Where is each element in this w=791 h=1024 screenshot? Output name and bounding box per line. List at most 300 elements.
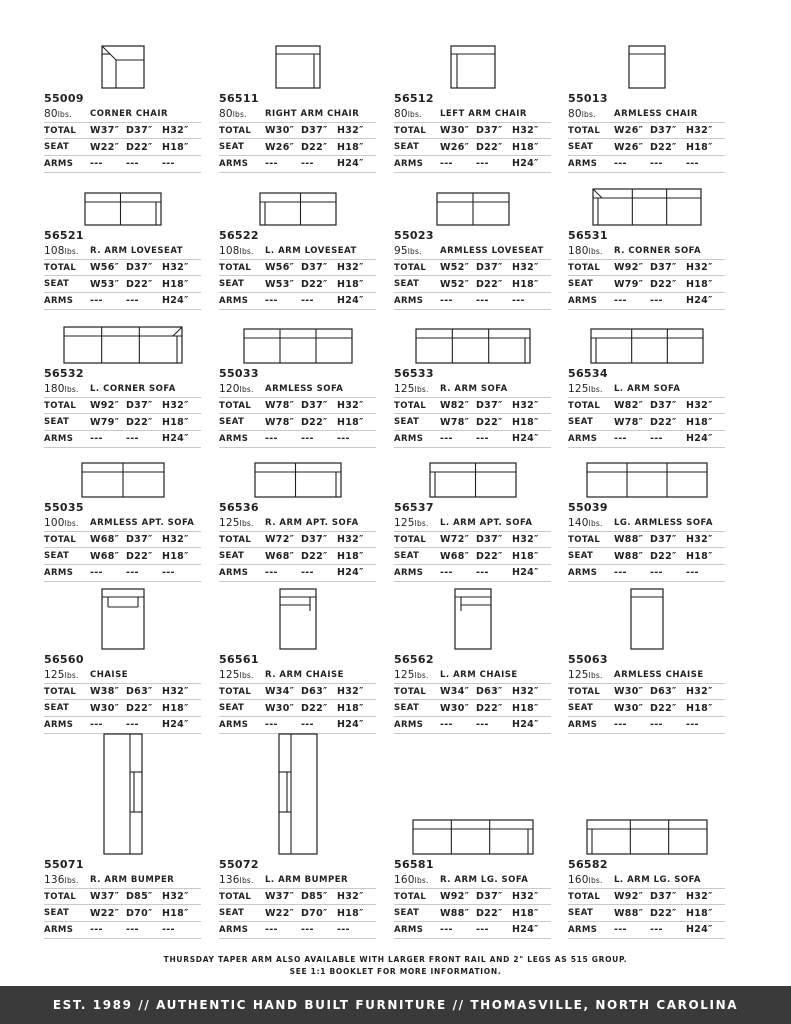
arms-row <box>219 565 376 582</box>
seat-value: D22″ <box>650 141 677 153</box>
product-name: L. ARM LG. SOFA <box>614 874 701 885</box>
weight-unit: lbs. <box>414 875 429 885</box>
seat-label: SEAT <box>44 417 70 428</box>
sku-number: 56537 <box>394 501 434 514</box>
seat-value: W26″ <box>265 141 295 153</box>
total-value: W92″ <box>614 891 644 903</box>
seat-value: W22″ <box>90 907 120 919</box>
spec-table <box>568 667 725 734</box>
total-value: H32″ <box>512 534 539 546</box>
seat-label: SEAT <box>394 551 420 562</box>
weight-value: 108 <box>44 244 65 257</box>
arms-label: ARMS <box>394 295 424 306</box>
sku-number: 55033 <box>219 367 259 380</box>
spec-header-row <box>44 106 201 123</box>
sku-number: 56561 <box>219 653 259 666</box>
total-row <box>568 260 725 277</box>
weight-unit: lbs. <box>239 518 254 528</box>
weight-unit: lbs. <box>588 246 603 256</box>
seat-value: H18″ <box>162 278 189 290</box>
arms-value: --- <box>162 924 175 936</box>
seat-row <box>219 548 376 565</box>
weight-value: 100 <box>44 516 65 529</box>
total-value: H32″ <box>686 686 713 698</box>
total-value: D37″ <box>650 891 677 903</box>
arms-row <box>219 431 376 448</box>
total-row <box>44 684 201 701</box>
weight-value: 125 <box>568 668 589 681</box>
spec-header-row <box>44 515 201 532</box>
seat-row <box>219 276 376 293</box>
weight <box>394 108 440 120</box>
sku-number: 55072 <box>219 858 259 871</box>
seat-value: H18″ <box>686 416 713 428</box>
total-value: D37″ <box>476 891 503 903</box>
arms-label: ARMS <box>394 567 424 578</box>
total-label: TOTAL <box>394 400 427 411</box>
total-value: H32″ <box>512 891 539 903</box>
total-row <box>219 398 376 415</box>
arms-value: --- <box>614 158 627 170</box>
seat-value: H18″ <box>686 278 713 290</box>
total-row <box>394 398 551 415</box>
total-value: H32″ <box>337 534 364 546</box>
seat-label: SEAT <box>219 703 245 714</box>
total-label: TOTAL <box>568 891 601 902</box>
spec-table <box>44 381 201 448</box>
seat-value: W52″ <box>440 278 470 290</box>
product-name: ARMLESS CHAISE <box>614 669 704 680</box>
seat-row <box>44 276 201 293</box>
weight <box>394 383 440 395</box>
product-name: RIGHT ARM CHAIR <box>265 108 360 119</box>
sofa-diagram-56581 <box>411 818 535 856</box>
seat-label: SEAT <box>568 703 594 714</box>
arms-row <box>394 431 551 448</box>
seat-row <box>394 414 551 431</box>
arms-value: --- <box>265 924 278 936</box>
total-value: H32″ <box>337 262 364 274</box>
spec-header-row <box>394 106 551 123</box>
spec-table <box>568 106 725 173</box>
arms-value: --- <box>650 567 663 579</box>
arms-value: --- <box>337 924 350 936</box>
product-name: R. ARM LOVESEAT <box>90 245 184 256</box>
total-value: D37″ <box>301 262 328 274</box>
sku-number: 55009 <box>44 92 84 105</box>
arms-value: H24″ <box>162 295 189 307</box>
total-value: W82″ <box>614 400 644 412</box>
seat-label: SEAT <box>394 142 420 153</box>
total-label: TOTAL <box>219 262 252 273</box>
total-label: TOTAL <box>394 262 427 273</box>
total-value: D37″ <box>650 125 677 137</box>
arms-value: H24″ <box>162 433 189 445</box>
seat-value: H18″ <box>162 702 189 714</box>
total-value: W82″ <box>440 400 470 412</box>
weight <box>44 874 90 886</box>
seat-value: H18″ <box>337 550 364 562</box>
arms-label: ARMS <box>44 719 74 730</box>
total-value: H32″ <box>686 891 713 903</box>
seat-label: SEAT <box>568 908 594 919</box>
sku-number: 56533 <box>394 367 434 380</box>
arms-value: --- <box>650 924 663 936</box>
sku-number: 56534 <box>568 367 608 380</box>
seat-row <box>568 276 725 293</box>
product-name: L. ARM CHAISE <box>440 669 518 680</box>
total-value: D85″ <box>301 891 328 903</box>
arms-row <box>44 156 201 173</box>
sofa-diagram-56512 <box>449 44 497 90</box>
sku-number: 56532 <box>44 367 84 380</box>
arms-value: --- <box>90 158 103 170</box>
arms-value: --- <box>440 158 453 170</box>
weight-value: 160 <box>568 873 589 886</box>
product-name: L. CORNER SOFA <box>90 383 176 394</box>
weight-value: 136 <box>44 873 65 886</box>
seat-label: SEAT <box>394 279 420 290</box>
total-label: TOTAL <box>394 534 427 545</box>
seat-label: SEAT <box>568 417 594 428</box>
weight-unit: lbs. <box>588 518 603 528</box>
seat-row <box>568 139 725 156</box>
seat-value: H18″ <box>686 550 713 562</box>
weight <box>568 874 614 886</box>
weight-unit: lbs. <box>239 246 254 256</box>
spec-header-row <box>568 243 725 260</box>
seat-row <box>219 700 376 717</box>
product-name: ARMLESS SOFA <box>265 383 344 394</box>
weight <box>219 517 265 529</box>
seat-row <box>568 905 725 922</box>
total-row <box>219 889 376 906</box>
arms-value: --- <box>476 433 489 445</box>
seat-value: W68″ <box>90 550 120 562</box>
weight <box>568 108 614 120</box>
total-label: TOTAL <box>219 534 252 545</box>
total-value: D37″ <box>476 125 503 137</box>
spec-table <box>568 872 725 939</box>
total-value: H32″ <box>162 686 189 698</box>
seat-label: SEAT <box>219 142 245 153</box>
total-value: W30″ <box>265 125 295 137</box>
total-label: TOTAL <box>44 400 77 411</box>
total-value: D37″ <box>476 262 503 274</box>
arms-value: --- <box>614 295 627 307</box>
product-name: CHAISE <box>90 669 129 680</box>
arms-label: ARMS <box>219 158 249 169</box>
weight-value: 140 <box>568 516 589 529</box>
weight <box>568 517 614 529</box>
weight <box>44 517 90 529</box>
total-label: TOTAL <box>44 534 77 545</box>
seat-row <box>394 905 551 922</box>
arms-value: --- <box>440 924 453 936</box>
spec-header-row <box>394 872 551 889</box>
total-value: D37″ <box>650 400 677 412</box>
spec-table <box>568 243 725 310</box>
seat-label: SEAT <box>568 279 594 290</box>
spec-header-row <box>394 515 551 532</box>
seat-value: D22″ <box>650 278 677 290</box>
total-value: H32″ <box>686 125 713 137</box>
product-name: R. ARM SOFA <box>440 383 508 394</box>
seat-value: W26″ <box>440 141 470 153</box>
arms-value: --- <box>301 924 314 936</box>
total-value: W26″ <box>614 125 644 137</box>
total-value: H32″ <box>512 686 539 698</box>
sofa-diagram-55039 <box>585 461 709 499</box>
spec-table <box>219 872 376 939</box>
product-name: R. ARM LG. SOFA <box>440 874 529 885</box>
total-value: W37″ <box>90 125 120 137</box>
seat-label: SEAT <box>44 908 70 919</box>
sku-number: 56581 <box>394 858 434 871</box>
weight <box>44 669 90 681</box>
arms-row <box>394 156 551 173</box>
sofa-diagram-55023 <box>435 191 511 227</box>
arms-value: H24″ <box>686 295 713 307</box>
spec-table <box>219 381 376 448</box>
total-row <box>44 260 201 277</box>
seat-label: SEAT <box>44 279 70 290</box>
seat-label: SEAT <box>394 417 420 428</box>
spec-header-row <box>394 243 551 260</box>
arms-value: --- <box>301 295 314 307</box>
sku-number: 56531 <box>568 229 608 242</box>
weight <box>219 874 265 886</box>
weight-value: 108 <box>219 244 240 257</box>
arms-row <box>394 565 551 582</box>
sku-number: 55013 <box>568 92 608 105</box>
arms-value: H24″ <box>686 924 713 936</box>
weight-value: 95 <box>394 244 408 257</box>
arms-row <box>394 293 551 310</box>
sofa-diagram-56522 <box>258 191 338 227</box>
arms-value: H24″ <box>512 924 539 936</box>
sofa-diagram-55035 <box>80 461 166 499</box>
weight-unit: lbs. <box>57 109 72 119</box>
total-row <box>219 123 376 140</box>
weight-unit: lbs. <box>64 384 79 394</box>
arms-value: H24″ <box>512 719 539 731</box>
sofa-diagram-56531 <box>591 187 703 227</box>
seat-row <box>219 905 376 922</box>
seat-value: D22″ <box>126 278 153 290</box>
sofa-diagram-55072 <box>277 732 319 856</box>
seat-label: SEAT <box>44 142 70 153</box>
total-value: D37″ <box>126 400 153 412</box>
spec-header-row <box>568 515 725 532</box>
seat-value: D22″ <box>476 907 503 919</box>
arms-value: --- <box>686 719 699 731</box>
sofa-diagram-55071 <box>102 732 144 856</box>
seat-label: SEAT <box>568 142 594 153</box>
arms-value: --- <box>162 158 175 170</box>
sofa-diagram-56537 <box>428 461 518 499</box>
total-value: W72″ <box>265 534 295 546</box>
total-value: W78″ <box>265 400 295 412</box>
product-name: R. ARM APT. SOFA <box>265 517 359 528</box>
seat-value: D22″ <box>126 141 153 153</box>
arms-value: --- <box>650 295 663 307</box>
total-label: TOTAL <box>219 400 252 411</box>
arms-value: --- <box>265 567 278 579</box>
arms-label: ARMS <box>44 295 74 306</box>
seat-value: D22″ <box>301 702 328 714</box>
product-name: LEFT ARM CHAIR <box>440 108 527 119</box>
spec-table <box>219 515 376 582</box>
total-value: H32″ <box>337 686 364 698</box>
sku-number: 55035 <box>44 501 84 514</box>
weight <box>219 245 265 257</box>
total-value: W56″ <box>90 262 120 274</box>
spec-table <box>568 381 725 448</box>
spec-header-row <box>219 872 376 889</box>
weight-unit: lbs. <box>407 246 422 256</box>
seat-value: H18″ <box>512 907 539 919</box>
weight <box>219 108 265 120</box>
weight <box>568 669 614 681</box>
total-label: TOTAL <box>44 125 77 136</box>
arms-value: --- <box>265 719 278 731</box>
spec-table <box>394 243 551 310</box>
spec-table <box>44 515 201 582</box>
seat-value: D22″ <box>476 141 503 153</box>
arms-value: --- <box>126 924 139 936</box>
sku-number: 56562 <box>394 653 434 666</box>
seat-value: D22″ <box>650 550 677 562</box>
total-label: TOTAL <box>568 262 601 273</box>
total-label: TOTAL <box>394 125 427 136</box>
sku-number: 56521 <box>44 229 84 242</box>
total-row <box>44 889 201 906</box>
arms-row <box>219 922 376 939</box>
sofa-diagram-56534 <box>589 327 705 365</box>
spec-table <box>44 106 201 173</box>
total-row <box>219 532 376 549</box>
spec-header-row <box>568 106 725 123</box>
footnote-line-2: SEE 1:1 BOOKLET FOR MORE INFORMATION. <box>289 967 502 976</box>
total-row <box>219 684 376 701</box>
seat-value: H18″ <box>337 907 364 919</box>
weight-unit: lbs. <box>407 109 422 119</box>
total-row <box>44 123 201 140</box>
sku-number: 55023 <box>394 229 434 242</box>
arms-value: --- <box>90 295 103 307</box>
arms-value: --- <box>476 158 489 170</box>
arms-row <box>394 717 551 734</box>
seat-value: H18″ <box>162 141 189 153</box>
seat-label: SEAT <box>219 908 245 919</box>
seat-value: W53″ <box>90 278 120 290</box>
seat-label: SEAT <box>219 551 245 562</box>
sofa-diagram-56561 <box>278 587 318 651</box>
sofa-diagram-55013 <box>627 44 667 90</box>
weight-value: 125 <box>568 382 589 395</box>
weight-value: 80 <box>44 107 58 120</box>
seat-row <box>394 700 551 717</box>
arms-label: ARMS <box>394 158 424 169</box>
arms-value: --- <box>614 433 627 445</box>
total-value: H32″ <box>162 400 189 412</box>
seat-value: D22″ <box>301 550 328 562</box>
sofa-diagram-56521 <box>83 191 163 227</box>
total-row <box>394 260 551 277</box>
seat-label: SEAT <box>219 279 245 290</box>
total-label: TOTAL <box>568 125 601 136</box>
weight-value: 80 <box>568 107 582 120</box>
arms-value: H24″ <box>512 567 539 579</box>
total-label: TOTAL <box>44 891 77 902</box>
spec-header-row <box>219 515 376 532</box>
weight-value: 180 <box>44 382 65 395</box>
seat-value: D22″ <box>126 702 153 714</box>
total-value: D37″ <box>476 534 503 546</box>
arms-value: --- <box>301 567 314 579</box>
product-name: ARMLESS LOVESEAT <box>440 245 544 256</box>
total-row <box>219 260 376 277</box>
seat-value: W53″ <box>265 278 295 290</box>
total-value: D37″ <box>126 534 153 546</box>
seat-label: SEAT <box>44 551 70 562</box>
sofa-diagram-55009 <box>100 44 146 90</box>
seat-row <box>568 700 725 717</box>
arms-value: --- <box>301 433 314 445</box>
total-label: TOTAL <box>44 262 77 273</box>
sku-number: 56582 <box>568 858 608 871</box>
total-label: TOTAL <box>219 125 252 136</box>
weight-value: 125 <box>219 668 240 681</box>
weight-unit: lbs. <box>64 670 79 680</box>
footer-banner <box>0 986 791 1024</box>
sofa-diagram-56533 <box>414 327 532 365</box>
sku-number: 55063 <box>568 653 608 666</box>
total-value: W68″ <box>90 534 120 546</box>
weight-unit: lbs. <box>64 246 79 256</box>
spec-header-row <box>568 381 725 398</box>
seat-value: W88″ <box>440 907 470 919</box>
spec-table <box>394 106 551 173</box>
sku-number: 56522 <box>219 229 259 242</box>
footnote <box>0 954 791 978</box>
arms-value: --- <box>265 295 278 307</box>
arms-row <box>568 431 725 448</box>
weight <box>394 517 440 529</box>
seat-value: H18″ <box>337 278 364 290</box>
arms-value: --- <box>476 719 489 731</box>
arms-label: ARMS <box>568 295 598 306</box>
arms-value: --- <box>265 158 278 170</box>
weight-value: 125 <box>219 516 240 529</box>
total-value: W88″ <box>614 534 644 546</box>
arms-value: --- <box>614 719 627 731</box>
total-value: D37″ <box>301 125 328 137</box>
arms-row <box>219 293 376 310</box>
weight-value: 125 <box>394 382 415 395</box>
spec-table <box>219 243 376 310</box>
total-value: H32″ <box>337 400 364 412</box>
seat-value: D22″ <box>650 702 677 714</box>
seat-value: W22″ <box>90 141 120 153</box>
product-name: R. CORNER SOFA <box>614 245 702 256</box>
spec-header-row <box>44 667 201 684</box>
seat-label: SEAT <box>568 551 594 562</box>
seat-value: H18″ <box>686 907 713 919</box>
weight <box>568 245 614 257</box>
seat-value: W88″ <box>614 550 644 562</box>
